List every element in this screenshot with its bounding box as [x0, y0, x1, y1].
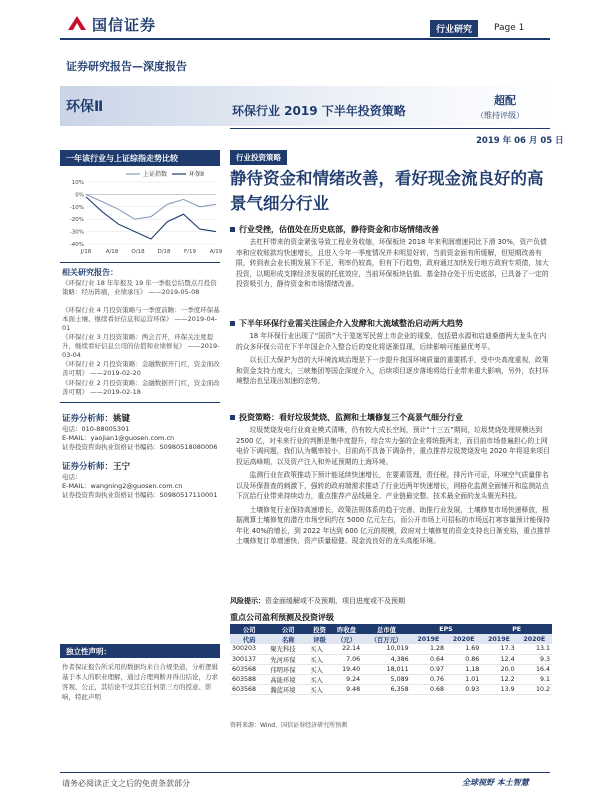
y-tick-label: -20% — [69, 217, 84, 224]
rating: 超配 — [494, 94, 516, 107]
section-tag: 行业投资策略 — [230, 150, 287, 165]
y-tick-label: -30% — [69, 229, 84, 236]
footer-disclaimer: 请务必阅读正文之后的免责条款部分 — [62, 779, 190, 788]
analyst-email[interactable]: E-MAIL：wangning2@guosen.com.cn — [62, 482, 183, 490]
x-tick-label: J/18 — [80, 249, 92, 255]
table-cell: 1.01 — [446, 674, 481, 684]
related-list — [62, 279, 220, 398]
table-cell: 13.9 — [481, 684, 516, 694]
table-row — [230, 644, 552, 654]
table-cell: 买入 — [308, 654, 331, 664]
table-cell: 买入 — [308, 684, 331, 694]
report-date: 2019 年 06 月 05 日 — [476, 136, 564, 146]
table-header: PE — [481, 624, 552, 634]
side-divider — [60, 262, 220, 263]
table-cell: 17.3 — [481, 644, 516, 654]
footer-slogan: 全球视野 本土智慧 — [462, 778, 529, 787]
table-cell: 0.76 — [411, 674, 446, 684]
disclaimer-text: 作者保证报告所采用的数据均来自合规渠道，分析逻辑基于本人的职业理解，通过合理判断并得出结论，力求客观、公正，其结论不受其它任何第三方的授意、影响，特此声明 — [62, 663, 218, 701]
table-header: 2020E — [517, 634, 552, 644]
y-tick-label: 10% — [71, 180, 84, 186]
table-cell: 买入 — [308, 644, 331, 654]
y-tick-label: -40% — [69, 242, 84, 248]
table-cell: 10.2 — [517, 684, 552, 694]
related-heading: 相关研究报告： — [62, 268, 118, 277]
y-tick-label: 0% — [75, 192, 84, 199]
table-header-row — [230, 624, 552, 634]
table-header: EPS — [411, 624, 482, 634]
analyst-name: 姚键 — [113, 414, 131, 424]
table-cell: 603568 — [230, 664, 268, 674]
related-item[interactable]: 《环保行业 2 月投资策略：金融数据开门红，资金面改善可期》 ——2019-02-18 — [62, 379, 220, 396]
x-tick-label: D/18 — [157, 249, 171, 255]
body-paragraph: 土壤修复行业保持高速增长，政策法规体系的趋于完善，助推行业发展，土壤修复市场快速释放，根据测算土壤修复的潜在市场空间约在 5000 亿元左右，而公开市场上可招标的市场远打寒容量预计能保持年化 40%的增长，到 2022 年达到 600 亿元的规模，政府对土壤修复的资金支持也日渐充裕，重点推荐土壤修复订单增速快、资产质量稳健、现金流良好的龙头高能环境。 — [236, 505, 551, 545]
table-header: 公司 — [268, 624, 308, 634]
side-divider — [60, 402, 220, 403]
table-cell: 1.69 — [446, 644, 481, 654]
table-cell: 先河环保 — [268, 654, 308, 664]
analyst-email[interactable]: E-MAIL：yaojian1@guosen.com.cn — [62, 434, 175, 442]
table-cell: 买入 — [308, 664, 331, 674]
bullet-icon — [230, 415, 235, 420]
title-divider — [230, 128, 550, 129]
table-header: 2020E — [446, 634, 481, 644]
risk-label: 风险提示： — [230, 597, 265, 605]
table-cell: 7.06 — [331, 654, 362, 664]
table-cell: 瀚蓝环境 — [268, 684, 308, 694]
risk-line — [230, 596, 405, 606]
table-cell: 买入 — [308, 674, 331, 684]
table-cell: 0.93 — [446, 684, 481, 694]
x-tick-label: A/19 — [209, 249, 223, 255]
table-cell: 0.97 — [411, 664, 446, 674]
table-cell: 高能环境 — [268, 674, 308, 684]
x-tick-label: A/18 — [105, 249, 119, 255]
table-cell: 0.68 — [411, 684, 446, 694]
analyst-label: 证券分析师： — [62, 462, 114, 472]
analyst-cert: 证券投资咨询执业资格证书编码：S0980518080006 — [62, 443, 218, 451]
x-tick-label: F/19 — [183, 249, 197, 255]
table-cell: 1.18 — [446, 664, 481, 674]
table-cell: 9.24 — [331, 674, 362, 684]
table-cell: 300137 — [230, 654, 268, 664]
header-divider — [60, 38, 550, 40]
legend-label-a: 上证指数 — [143, 171, 168, 178]
table-row — [230, 684, 552, 694]
x-tick-label: O/18 — [131, 249, 145, 255]
table-cell: 19.40 — [331, 664, 362, 674]
y-tick-label: -10% — [69, 204, 84, 211]
table-cell: 0.86 — [446, 654, 481, 664]
table-cell: 9.3 — [517, 654, 552, 664]
table-cell: 12.2 — [481, 674, 516, 684]
analyst-name: 王宁 — [113, 462, 131, 472]
table-header: （百万元） — [362, 634, 411, 644]
table-cell: 6,358 — [362, 684, 411, 694]
body-paragraph: 监测行业在政策推动下预计能延续快速增长，在要素管理，责任税，排污许可证，环境空气质量排名以及环保督查的刺激下，强转的政府端需求推动了行业近两年快速增长，网格化监测全面铺开和监测站点下沉给行业带来持续动力，重点推荐产品线最全、产业链最完整、技术最全面的龙头聚光科技。 — [236, 471, 549, 500]
table-cell: 20.0 — [481, 664, 516, 674]
table-cell: 18,011 — [362, 664, 411, 674]
related-item[interactable]: 《环保行业 3 月投资策略：两会召开，环保关注度提升，继续看好信息公司的估值和业绩修复》 ——2019-03-04 — [62, 333, 220, 359]
related-item[interactable]: 《环保行业 18 年年报及 19 年一季报总结暨点月投资策略：经历阵痛，业绩承压》 ——2019-05-08 — [62, 279, 217, 296]
table-cell: 0.64 — [411, 654, 446, 664]
related-item[interactable]: 《环保行业 2 月投资策略：金融数据开门红，资金面改善可期》 ——2019-02-20 — [62, 360, 220, 377]
table-cell: 603588 — [230, 674, 268, 684]
table-header: 代码 — [230, 634, 268, 644]
footer-divider — [60, 772, 550, 773]
table-header: 2019E — [411, 634, 446, 644]
related-item[interactable]: 《环保行业 4 月投资策略与一季度前瞻：一季度环保基本面土壤、继续看好信息和运营环保》 ——2019-04-01 — [62, 306, 220, 332]
table-header: 昨收盘 — [331, 624, 362, 634]
table-cell: 16.4 — [517, 664, 552, 674]
table-header: 公司 — [230, 624, 268, 634]
table-cell: 10,019 — [362, 644, 411, 654]
page-number: Page 1 — [494, 23, 525, 33]
disclaimer-heading: 独立性声明： — [60, 644, 220, 658]
forecast-table — [230, 624, 552, 695]
bullet-title: 下半年环保行业需关注国企介入发酵和大流域整治启动两大趋势 — [239, 319, 463, 328]
body-paragraph: 去杠杆带来的资金紧张导致工程业务收缩，环保板块 2018 年来利润增速同比下滑 30%，资产负债率和应收账款均快速增长，且进入今年一季度情况并未明显好转，当前资金面有所缓解，但短期改善有限，转到表会业长期发展下不足，利率仍较高，但有下行趋势，政府通过加快发行地方政府专项债，加大投资，以期形成支撑经济发展的托底效应，当前环保板块估值、基金持仓处于历史底部，已具备了一定的投资吸引力，静待资金和市场情绪改善。 — [236, 238, 549, 288]
sector-name: 环保Ⅱ — [66, 99, 104, 115]
analyst-tel: 电话： — [62, 473, 82, 481]
table-cell: 22.14 — [331, 644, 362, 654]
table-cell: 1.28 — [411, 644, 446, 654]
table-cell: 12.4 — [481, 654, 516, 664]
bullet-icon — [230, 321, 235, 326]
table-row — [230, 654, 552, 664]
guosen-logo-icon — [66, 14, 88, 32]
report-type: 证券研究报告—深度报告 — [66, 60, 187, 73]
table-header-row — [230, 634, 552, 644]
body-paragraph: 18 年环保行业出现了“国资”大于笼迷军民营上市企业的现象，包括碧水源和启迪桑德两大龙头在内的众多环保公司在下半年国企介入整合后的变化将逐渐显现，后续影响可能悬优考平。 — [236, 332, 547, 351]
trend-chart — [60, 166, 223, 258]
bullet-section-3 — [230, 412, 552, 547]
table-cell: 4,386 — [362, 654, 411, 664]
table-header: 名称 — [268, 634, 308, 644]
table-cell: 伟明环保 — [268, 664, 308, 674]
bullet-section-2 — [230, 318, 552, 387]
body-paragraph: 以长江大保护为首的大环境流域治理是下一步提升我国环境质量的重要抓手，受中央高度重视，政策和资金支持力度大，三峡集团等国企深度介入，后续项目逐步落地将给行业带来重大影响，另外，农村环境整治也呈现出加速的态势。 — [236, 356, 549, 385]
chart-heading: 一年该行业与上证综指走势比较 — [60, 150, 220, 166]
table-row — [230, 674, 552, 684]
analyst-tel: 电话：010-88005301 — [62, 425, 130, 433]
headline: 静待资金和情绪改善，看好现金流良好的高景气细分行业 — [230, 169, 544, 213]
bullet-title: 行业受挫，估值处在历史底部，静待资金和市场情绪改善 — [239, 225, 439, 234]
bullet-section-1 — [230, 224, 552, 290]
table-header: 总市值 — [362, 624, 411, 634]
table-cell: 9.1 — [517, 674, 552, 684]
table-header: 评级 — [308, 634, 331, 644]
table-source: 资料来源：Wind、国信证券经济研究所预测 — [230, 722, 348, 729]
analyst-label: 证券分析师： — [62, 414, 114, 424]
table-header: （元） — [331, 634, 362, 644]
table-cell: 9.48 — [331, 684, 362, 694]
legend-label-b: 环保Ⅱ — [189, 171, 204, 178]
risk-text: 资金面缓解或不及预期，项目进度或不及预期 — [265, 597, 405, 605]
rating-note: （维持评级） — [476, 111, 524, 120]
table-row — [230, 664, 552, 674]
table-cell: 13.1 — [517, 644, 552, 654]
brand-name: 国信证券 — [92, 16, 157, 34]
bullet-icon — [230, 227, 235, 232]
table-header: 投资 — [308, 624, 331, 634]
analyst-block — [62, 406, 217, 500]
body-paragraph: 垃圾焚烧发电行业商业模式清晰，仍有较大成长空间，预计“十三五”期间，垃圾焚烧处理规模达到 2500 亿，对未来行业的判断是集中度提升，综合实力强的企业将统揽两北，而目前市场普遍担心的上网电价下调问题，我们认为概率较小，目前尚不具备下调条件，重点推荐垃圾焚烧发电 2020 年将迎来项目投运高峰期，以及资产注入和外延预期的上海环境。 — [236, 426, 550, 466]
table-cell: 603568 — [230, 684, 268, 694]
table-title: 重点公司盈利预测及投资评级 — [230, 613, 334, 622]
table-cell: 300203 — [230, 644, 268, 654]
analyst-cert: 证券投资咨询执业资格证书编码：S0980517110001 — [62, 491, 218, 499]
table-cell: 聚光科技 — [268, 644, 308, 654]
header-right — [430, 20, 524, 36]
header-tag: 行业研究 — [430, 20, 478, 37]
table-header: 2019E — [481, 634, 516, 644]
bullet-title: 投资策略：看好垃圾焚烧、监测和土壤修复三个高景气细分行业 — [239, 413, 463, 422]
report-title: 环保行业 2019 下半年投资策略 — [232, 104, 406, 118]
table-cell: 5,089 — [362, 674, 411, 684]
